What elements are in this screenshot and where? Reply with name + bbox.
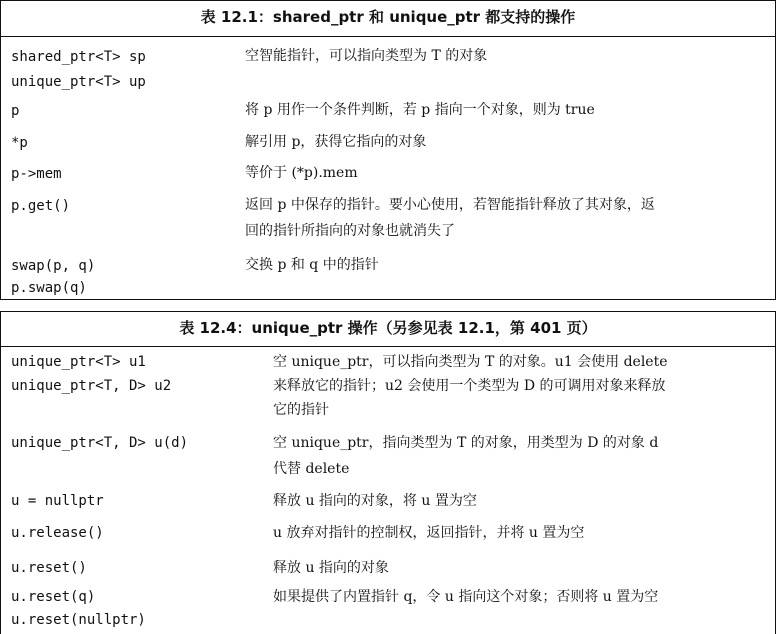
code-cell: p <box>11 103 20 119</box>
description-cell: 交换 p 和 q 中的指针 <box>245 257 379 273</box>
description-cell: 回的指针所指向的对象也就消失了 <box>245 223 455 239</box>
code-cell: u.reset(q) <box>11 589 96 605</box>
table-caption: 表 12.4：unique_ptr 操作（另参见表 12.1，第 401 页） <box>1 312 775 347</box>
description-cell: 空 unique_ptr，可以指向类型为 T 的对象。u1 会使用 delete <box>273 354 668 370</box>
code-cell: u.reset() <box>11 560 87 576</box>
code-cell: unique_ptr<T, D> u2 <box>11 378 172 394</box>
description-cell: 空智能指针，可以指向类型为 T 的对象 <box>245 48 488 64</box>
code-cell: u.reset(nullptr) <box>11 612 146 628</box>
code-cell: *p <box>11 135 28 151</box>
code-cell: p->mem <box>11 166 62 182</box>
description-cell: 解引用 p，获得它指向的对象 <box>245 134 427 150</box>
description-cell: 它的指针 <box>273 402 329 418</box>
code-cell: u.release() <box>11 525 104 541</box>
description-cell: 空 unique_ptr，指向类型为 T 的对象，用类型为 D 的对象 d <box>273 435 659 451</box>
description-cell: 来释放它的指针；u2 会使用一个类型为 D 的可调用对象来释放 <box>273 378 666 394</box>
table-shared-unique-ops <box>0 0 776 300</box>
table-unique-ptr-ops <box>0 311 776 634</box>
description-cell: 将 p 用作一个条件判断，若 p 指向一个对象，则为 true <box>245 102 595 118</box>
code-cell: shared_ptr<T> sp <box>11 49 146 65</box>
code-cell: unique_ptr<T> up <box>11 74 146 90</box>
description-cell: 等价于 (*p).mem <box>245 165 358 181</box>
description-cell: 如果提供了内置指针 q，令 u 指向这个对象；否则将 u 置为空 <box>273 589 659 605</box>
description-cell: 释放 u 指向的对象，将 u 置为空 <box>273 493 477 509</box>
code-cell: swap(p, q) <box>11 258 96 274</box>
description-cell: 返回 p 中保存的指针。要小心使用，若智能指针释放了其对象，返 <box>245 197 655 213</box>
description-cell: u 放弃对指针的控制权，返回指针，并将 u 置为空 <box>273 525 585 541</box>
description-cell: 释放 u 指向的对象 <box>273 560 389 576</box>
code-cell: p.get() <box>11 198 71 214</box>
code-cell: p.swap(q) <box>11 280 87 296</box>
code-cell: u = nullptr <box>11 493 104 509</box>
table-caption: 表 12.1：shared_ptr 和 unique_ptr 都支持的操作 <box>1 1 775 37</box>
description-cell: 代替 delete <box>273 461 350 477</box>
code-cell: unique_ptr<T> u1 <box>11 354 146 370</box>
code-cell: unique_ptr<T, D> u(d) <box>11 435 189 451</box>
